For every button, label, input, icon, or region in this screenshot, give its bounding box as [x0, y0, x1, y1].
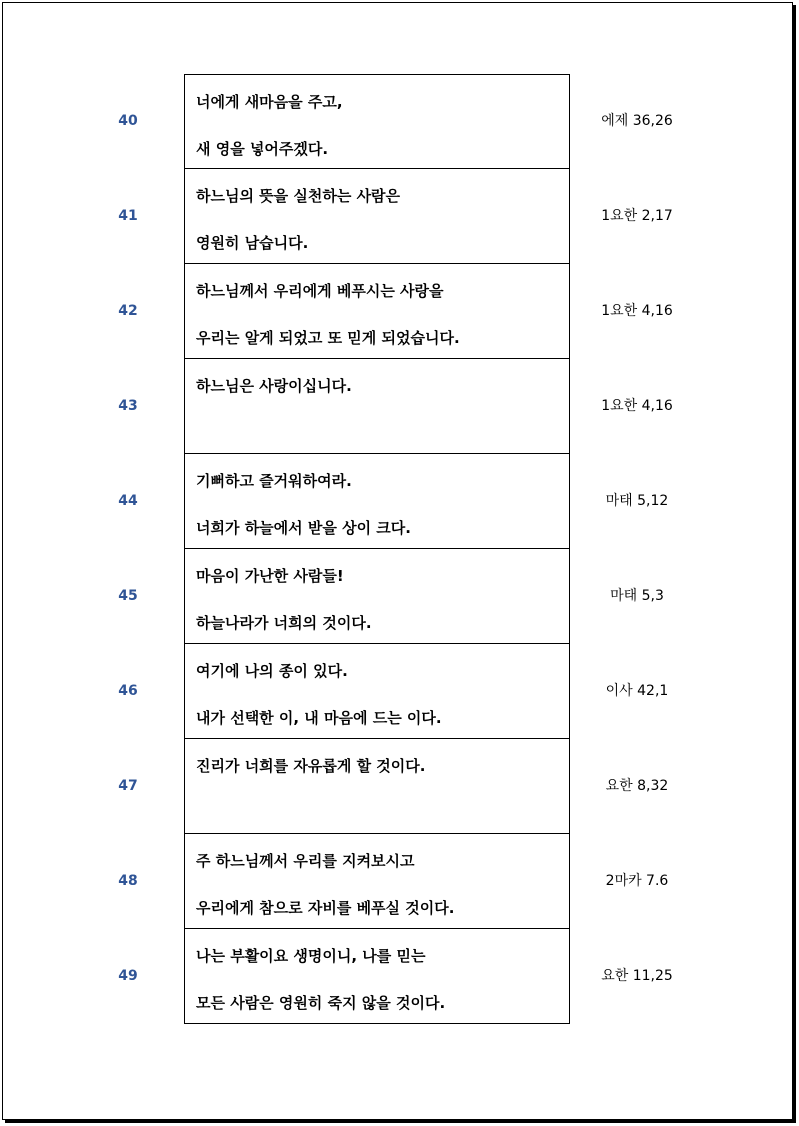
- verse-number: 47: [118, 778, 138, 794]
- verse-row: [3, 644, 792, 739]
- verse-line-1: 너에게 새마음을 주고,: [196, 93, 343, 111]
- verse-cell: [184, 74, 570, 169]
- verse-cell: [184, 169, 570, 264]
- verse-number: 40: [118, 113, 138, 129]
- verse-line-1: 하느님은 사랑이십니다.: [196, 377, 352, 395]
- verse-row: [3, 74, 792, 169]
- verse-cell: [184, 264, 570, 359]
- verse-reference: 1요한 4,16: [601, 398, 673, 414]
- verse-row: [3, 454, 792, 549]
- verse-line-2: 새 영을 넣어주겠다.: [196, 140, 329, 158]
- verse-number: 49: [118, 968, 138, 984]
- verse-row: [3, 739, 792, 834]
- verse-reference: 요한 8,32: [605, 778, 669, 794]
- verse-line-1: 진리가 너희를 자유롭게 할 것이다.: [196, 757, 426, 775]
- verse-line-2: 영원히 남습니다.: [196, 234, 309, 252]
- verse-number: 41: [118, 208, 138, 224]
- verse-number: 43: [118, 398, 138, 414]
- verse-cell: [184, 454, 570, 549]
- verse-row: [3, 264, 792, 359]
- verse-table: [3, 74, 792, 1024]
- verse-number: 44: [118, 493, 138, 509]
- verse-cell: [184, 834, 570, 929]
- verse-line-2: 하늘나라가 너희의 것이다.: [196, 614, 372, 632]
- verse-reference: 마태 5,3: [610, 588, 664, 604]
- verse-cell: [184, 644, 570, 739]
- verse-row: [3, 549, 792, 644]
- verse-row: [3, 929, 792, 1024]
- verse-line-1: 하느님께서 우리에게 베푸시는 사랑을: [196, 282, 444, 300]
- verse-line-2: 우리에게 참으로 자비를 베푸실 것이다.: [196, 899, 455, 917]
- verse-line-1: 나는 부활이요 생명이니, 나를 믿는: [196, 947, 426, 965]
- verse-cell: [184, 549, 570, 644]
- verse-reference: 1요한 2,17: [601, 208, 673, 224]
- verse-reference: 2마카 7.6: [605, 873, 669, 889]
- verse-cell: [184, 929, 570, 1024]
- verse-reference: 마태 5,12: [605, 493, 669, 509]
- verse-line-1: 하느님의 뜻을 실천하는 사람은: [196, 187, 401, 205]
- verse-line-2: 모든 사람은 영원히 죽지 않을 것이다.: [196, 994, 446, 1012]
- verse-line-2: 너희가 하늘에서 받을 상이 크다.: [196, 519, 411, 537]
- verse-row: [3, 359, 792, 454]
- verse-row: [3, 169, 792, 264]
- verse-reference: 이사 42,1: [605, 683, 669, 699]
- verse-line-1: 기뻐하고 즐거워하여라.: [196, 472, 352, 490]
- verse-cell: [184, 739, 570, 834]
- verse-row: [3, 834, 792, 929]
- verse-reference: 1요한 4,16: [601, 303, 673, 319]
- verse-reference: 에제 36,26: [601, 113, 673, 129]
- verse-line-1: 마음이 가난한 사람들!: [196, 567, 344, 585]
- document-page: [2, 2, 793, 1120]
- verse-line-1: 주 하느님께서 우리를 지켜보시고: [196, 852, 415, 870]
- verse-cell: [184, 359, 570, 454]
- verse-line-2: 우리는 알게 되었고 또 믿게 되었습니다.: [196, 329, 460, 347]
- verse-number: 46: [118, 683, 138, 699]
- verse-line-1: 여기에 나의 종이 있다.: [196, 662, 348, 680]
- verse-number: 45: [118, 588, 138, 604]
- verse-reference: 요한 11,25: [601, 968, 673, 984]
- verse-number: 42: [118, 303, 138, 319]
- verse-line-2: 내가 선택한 이, 내 마음에 드는 이다.: [196, 709, 442, 727]
- verse-number: 48: [118, 873, 138, 889]
